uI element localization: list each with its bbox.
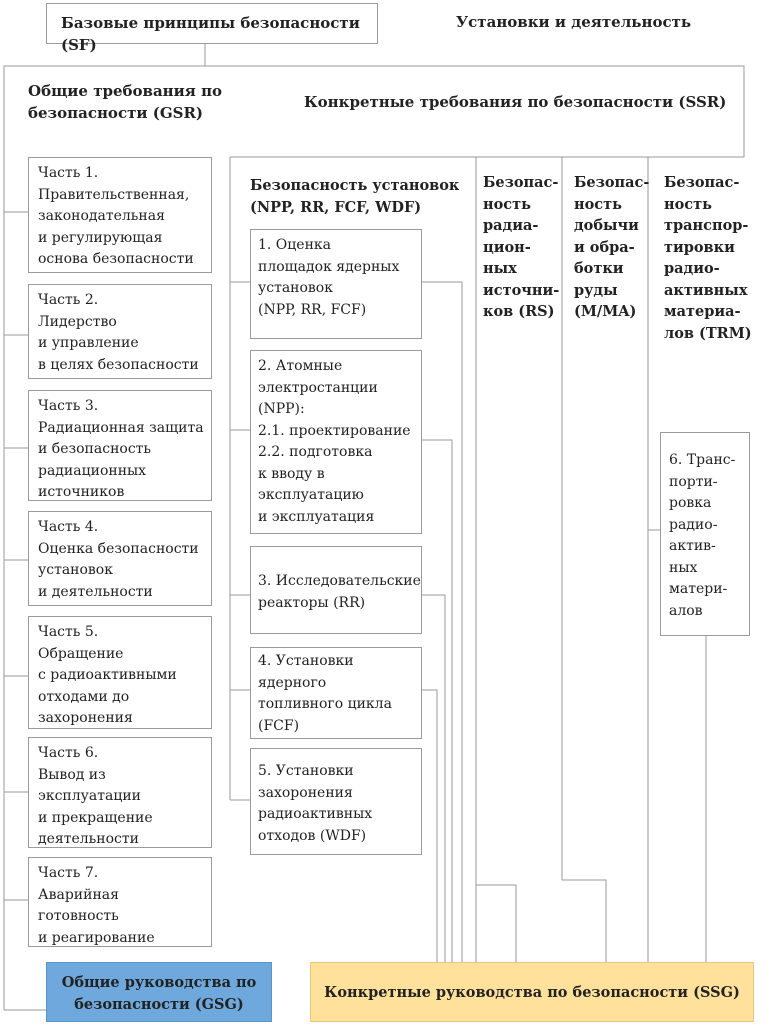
ssg-box xyxy=(310,962,754,1022)
gsr-title: Общие требования по безопасности (GSR) xyxy=(28,82,223,122)
sf-label: Базовые принципы безопасности (SF) xyxy=(61,14,360,54)
wire-item1-ssg xyxy=(422,282,462,965)
wire-mma-ssg xyxy=(562,880,606,965)
wire-item3-ssg xyxy=(422,595,445,965)
gsg-box: Общие руководства по безопасности (GSG) xyxy=(46,962,272,1022)
ssr-title: Конкретные требования по безопасности (SSR) xyxy=(304,93,727,111)
wire-rs-ssg xyxy=(476,885,516,965)
rs-title: Безопас- ность радиа- цион- ных источни- ков (RS) xyxy=(483,174,560,320)
facility-item-2: 2. Атомные электростанции (NPP): 2.1. проектирование 2.2. подготовка к вводу в эксплуатацию и эксплуатация xyxy=(250,350,422,534)
trm-title: Безопас- ность транспор- тировки радио- активных материа- лов (TRM) xyxy=(664,174,752,342)
sf-box xyxy=(46,3,378,54)
gsr-part-7: Часть 7. Аварийная готовность и реагирование xyxy=(28,857,212,947)
wire-item4-ssg xyxy=(422,690,437,965)
mma-title: Безопас- ность добычи и обра- ботки руды (M/MA) xyxy=(574,174,650,320)
ssg-label: Конкретные руководства по безопасности (SSG) xyxy=(324,984,740,1001)
facility-item-1: 1. Оценка площадок ядерных установок (NPP, RR, FCF) xyxy=(250,229,422,339)
facilities-label: Установки и деятельность xyxy=(456,13,692,31)
gsr-part-4: Часть 4. Оценка безопасности установок и деятельности xyxy=(28,511,212,606)
facility-item-5: 5. Установки захоронения радиоактивных отходов (WDF) xyxy=(250,748,422,855)
gsr-part-5: Часть 5. Обращение с радиоактивными отходами до захоронения xyxy=(28,616,212,729)
trm-item: 6. Транс- порти- ровка радио- актив- ных матери- алов xyxy=(660,432,750,636)
gsr-part-1: Часть 1. Правительственная, законодательная и регулирующая основа безопасности xyxy=(28,157,212,273)
gsr-part-3: Часть 3. Радиационная защита и безопасность радиационных источников xyxy=(28,390,212,501)
facilities-safety-title: Безопасность установок (NPP, RR, FCF, WDF) xyxy=(250,177,460,216)
gsr-part-2: Часть 2. Лидерство и управление в целях безопасности xyxy=(28,284,212,379)
facility-item-4: 4. Установки ядерного топливного цикла (FCF) xyxy=(250,647,422,739)
facility-item-3: 3. Исследовательские реакторы (RR) xyxy=(250,546,422,634)
gsr-part-6: Часть 6. Вывод из эксплуатации и прекращение деятельности xyxy=(28,737,212,848)
